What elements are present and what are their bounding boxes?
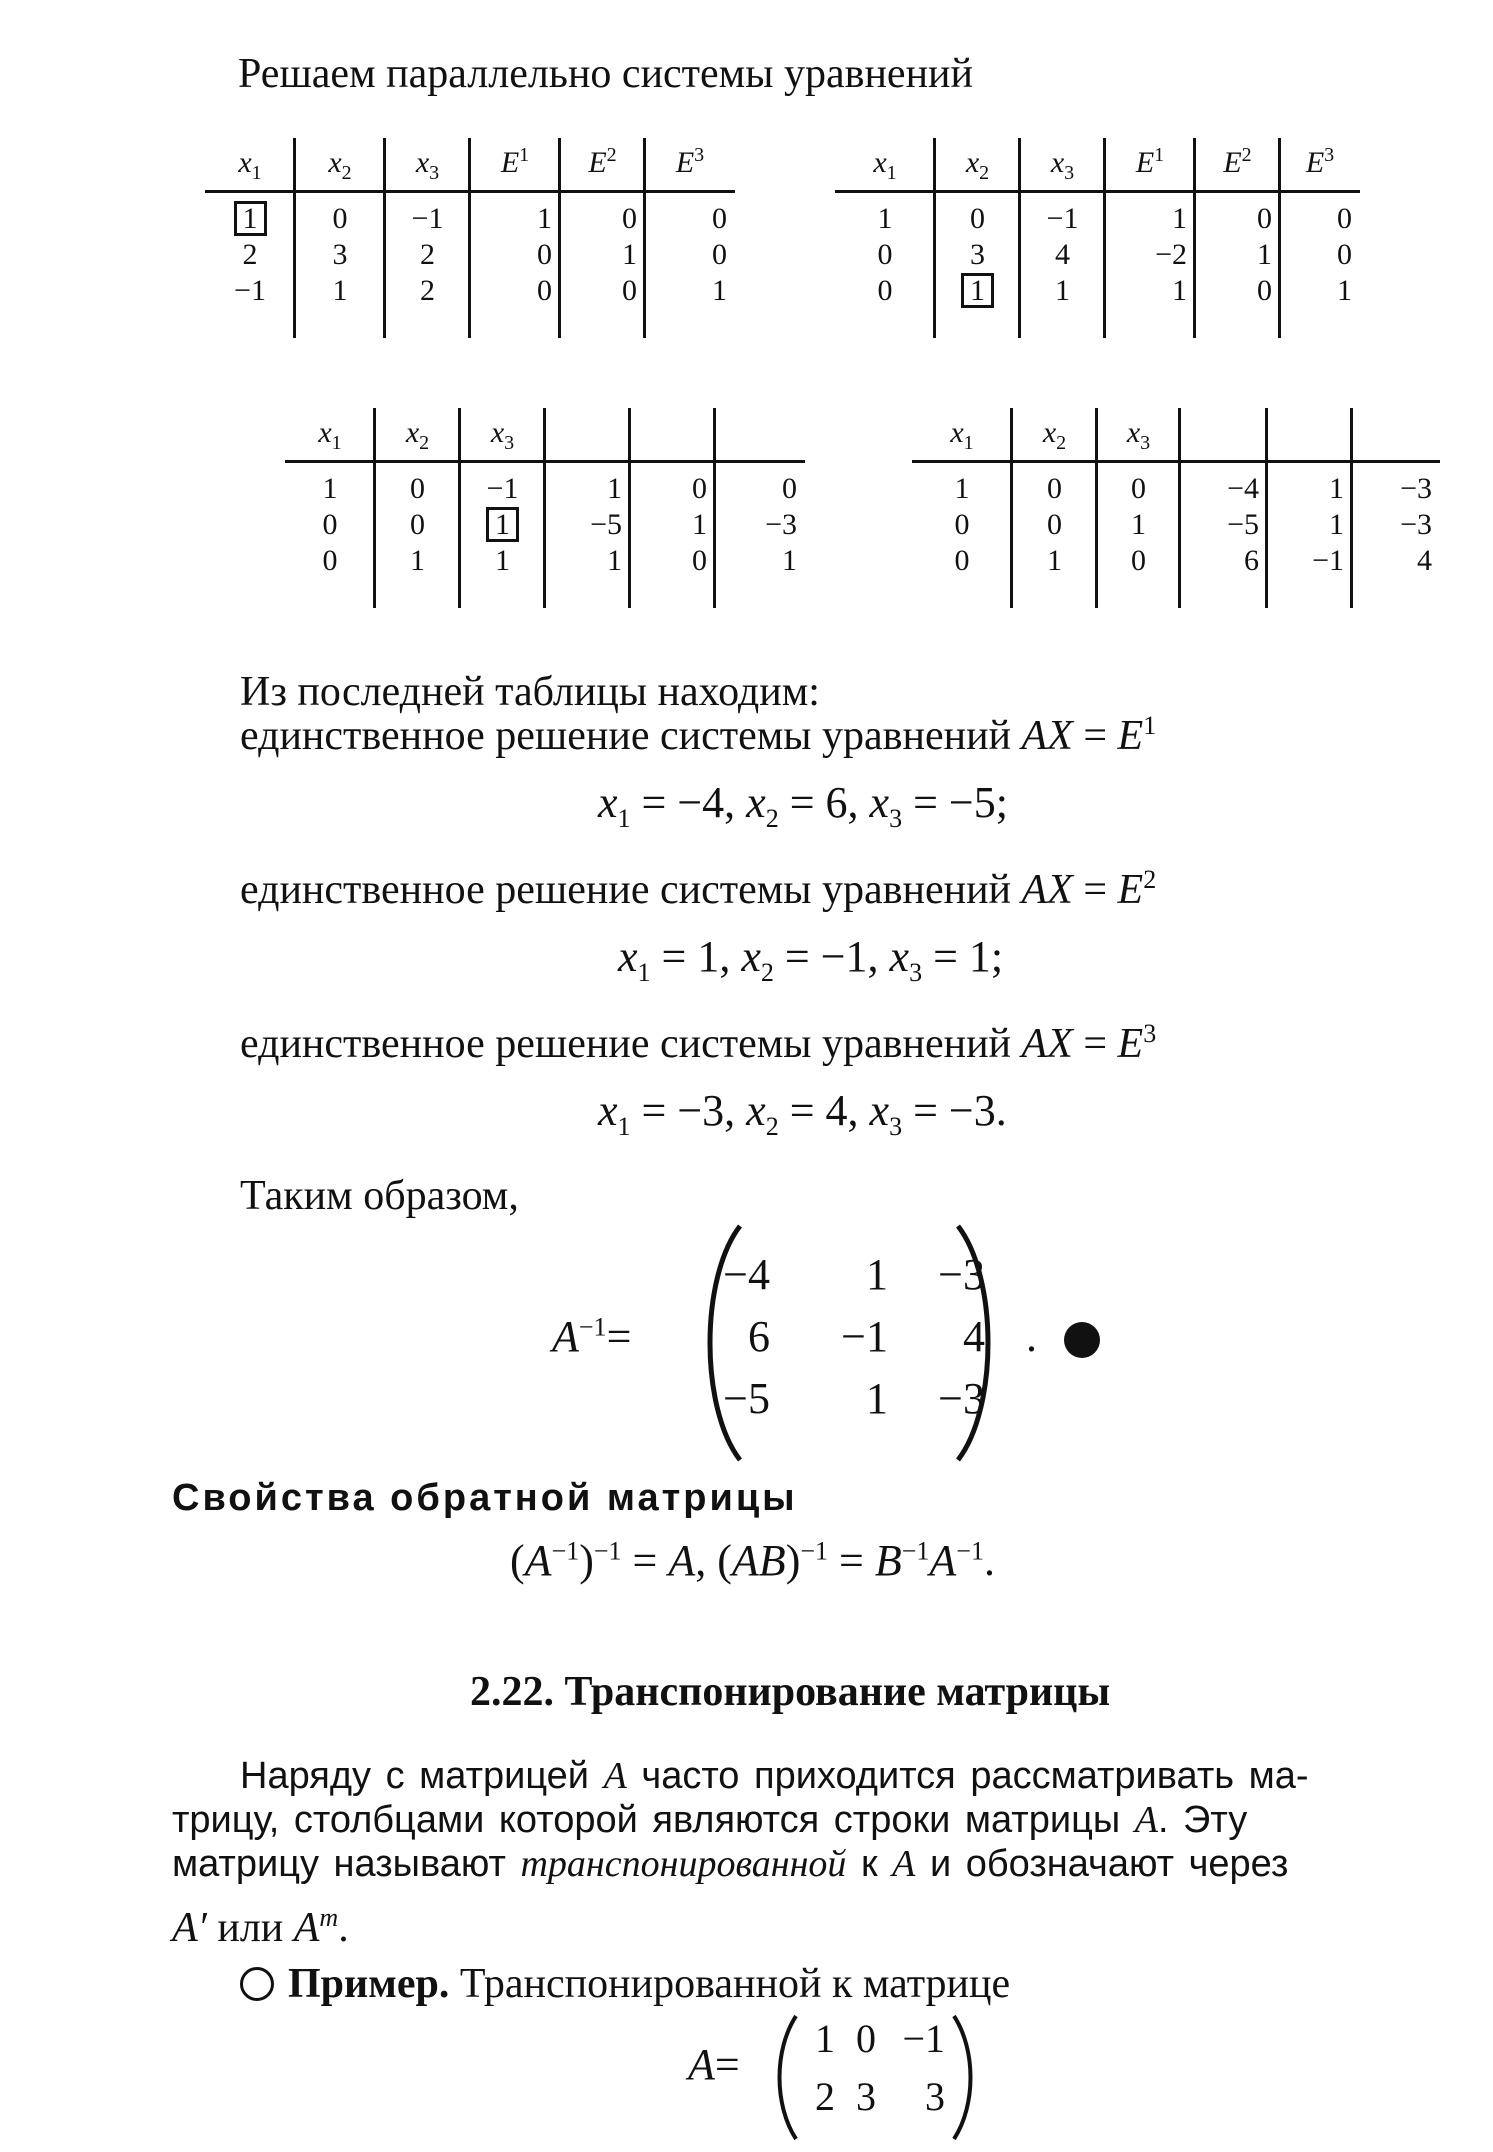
table-cell: 2 [242,238,258,271]
table-1 [205,138,735,338]
table-cell: 0 [970,202,985,235]
table-cell: 0 [877,238,893,271]
header-cell: $E^1$ [500,144,530,179]
inverse-label: $A^{-1}=$ [552,1312,632,1361]
matrix-entry: 1 [866,1374,888,1423]
matrix-entry: 4 [963,1312,985,1361]
table-cell: 1 [712,274,727,307]
matrix-entry: −3 [938,1374,985,1423]
table-cell: 0 [322,508,338,541]
properties-formula: $(A^{-1})^{-1} = A$, $(AB)^{-1} = B^{-1}A^{-1}$. [510,1536,995,1585]
header-cell: $x_3$ [490,416,515,454]
solution-3-values: $x_1 = -3$, $x_2 = 4$, $x_3 = -3$. [598,1086,1007,1141]
table-cell [943,274,1012,308]
header-cell: $x_2$ [328,146,352,184]
table-cell: −3 [1400,472,1432,505]
table-cell: 4 [1055,238,1070,271]
table-cell: 1 [332,274,348,307]
table-cell: 0 [954,508,970,541]
solution-2-values: $x_1 = 1$, $x_2 = -1$, $x_3 = 1$; [618,932,1004,987]
table-cell: 0 [1131,544,1146,577]
table-cell: 1 [692,508,707,541]
table-cell: 3 [970,238,985,271]
header-rule [912,460,1440,463]
header-cell: $x_2$ [405,416,430,454]
table-cell: 1 [782,544,797,577]
table-cell: 1 [495,544,510,577]
matrix-entry: −4 [723,1250,770,1299]
table-cell: 1 [1172,274,1187,307]
header-cell: $x_1$ [873,146,897,184]
table-4 [912,408,1440,608]
table-cell: −1 [234,274,266,307]
table-cell: 0 [410,472,425,505]
properties-heading: Свойства обратной матрицы [172,1477,798,1519]
table-cell: 0 [712,202,727,235]
section-heading: 2.22. Транспонирование матрицы [470,1669,1111,1715]
table-cell: 2 [420,238,435,271]
header-cell: $E^1$ [1135,144,1165,179]
table-cell: −1 [486,472,519,505]
header-cell: $x_1$ [318,416,342,454]
table-cell: 0 [692,544,707,577]
table-cell: 0 [1047,508,1062,541]
table-cell: 0 [712,238,727,271]
table-cell: 0 [332,202,348,235]
table-cell: 1 [607,544,622,577]
table-cell: 1 [322,472,338,505]
table-2 [835,138,1360,338]
table-cell: 0 [322,544,338,577]
table-cell: 1 [537,202,552,235]
header-cell: $E^2$ [588,144,617,179]
header-cell: $E^2$ [1223,144,1252,179]
matrix-entry: 1 [866,1250,888,1299]
table-cell: 0 [1257,202,1272,235]
pivot-cell: 1 [487,508,518,541]
solution-3-lead: единственное решение системы уравнений AX = $E^3$ [240,1019,1157,1067]
matrix-entry: 0 [856,2016,876,2061]
header-cell: $x_1$ [238,146,262,184]
table-cell: 4 [1417,544,1432,577]
column-rule [1265,408,1268,608]
solution-1-values: $x_1 = -4$, $x_2 = 6$, $x_3 = -5$; [598,778,1008,833]
table-cell: 1 [1047,544,1062,577]
table-cell: −3 [1400,508,1432,541]
pivot-cell: 1 [962,274,993,307]
header-rule [835,190,1360,193]
table-cell: 0 [537,238,552,271]
table-cell: 0 [537,274,552,307]
table-cell: 0 [1257,274,1272,307]
header-cell: $x_3$ [415,146,440,184]
paragraph-line-4: A′ или $A^т$. [172,1903,349,1951]
period: . [1026,1312,1037,1361]
table-cell: 0 [877,274,893,307]
matrix-A-label: A= [688,2040,740,2089]
table-cell: −1 [1046,202,1079,235]
table-3 [285,408,805,608]
table-cell: 1 [1329,472,1344,505]
example-line: Пример. Транспонированной к матрице [240,1960,1010,2008]
table-cell: 0 [1131,472,1146,505]
from-last-text: Из последней таблицы находим: [240,669,820,715]
table-cell: 1 [607,472,622,505]
thus-text: Таким образом, [240,1173,519,1219]
table-cell: 1 [1172,202,1187,235]
matrix-entry: −5 [723,1374,770,1423]
header-cell: $x_2$ [1042,416,1067,454]
table-cell: 1 [1131,508,1146,541]
matrix-entry: 6 [748,1312,770,1361]
table-cell: 1 [954,472,970,505]
matrix-entry: −1 [902,2016,945,2061]
table-cell: −2 [1155,238,1187,271]
table-cell: 0 [1047,472,1062,505]
matrix-entry: −3 [938,1250,985,1299]
column-rule [713,408,716,608]
table-cell: 0 [692,472,707,505]
solution-2-lead: единственное решение системы уравнений AX = $E^2$ [240,865,1157,913]
matrix-entry: −1 [841,1312,888,1361]
column-rule [628,408,631,608]
table-cell: −4 [1227,472,1259,505]
end-of-proof-dot [1064,1322,1100,1358]
table-cell: 0 [622,202,637,235]
paragraph-line-1: Наряду с матрицей A часто приходится рассматривать ма- [240,1755,1309,1797]
intro-text: Решаем параллельно системы уравнений [238,51,973,97]
header-cell: $E^3$ [675,144,705,179]
table-cell: 1 [1055,274,1070,307]
table-cell: 3 [332,238,348,271]
matrix-entry: 2 [815,2074,835,2119]
table-cell: 2 [420,274,435,307]
pivot-cell: 1 [235,202,266,235]
table-cell: 1 [410,544,425,577]
table-cell: 0 [782,472,797,505]
table-cell: 1 [622,238,637,271]
table-cell: −5 [590,508,622,541]
header-cell: $x_3$ [1050,146,1075,184]
header-cell: $E^3$ [1305,144,1335,179]
table-cell: 1 [1257,238,1272,271]
table-cell: 1 [877,202,893,235]
header-cell: $x_3$ [1126,416,1151,454]
table-cell: 6 [1244,544,1259,577]
header-cell: $x_2$ [965,146,990,184]
column-rule [1350,408,1353,608]
table-cell: 0 [954,544,970,577]
table-cell: 0 [622,274,637,307]
example-circle-icon [240,1967,274,2001]
table-cell: 1 [1329,508,1344,541]
matrix-entry: 3 [925,2074,945,2119]
paragraph-line-2: трицу, столбцами которой являются строки матрицы A. Эту [172,1799,1248,1841]
table-cell [213,202,287,236]
table-cell: 1 [1337,274,1352,307]
table-cell: −3 [765,508,797,541]
table-cell: 0 [410,508,425,541]
table-cell [468,508,537,542]
table-cell: −1 [411,202,444,235]
matrix-entry: 1 [815,2016,835,2061]
matrix-entry: 3 [856,2074,876,2119]
table-cell: 0 [1337,238,1352,271]
solution-1-lead: единственное решение системы уравнений AX = $E^1$ [240,711,1157,759]
paragraph-line-3: матрицу называют транспонированной к A и обозначают через [172,1843,1289,1885]
table-cell: 0 [1337,202,1352,235]
table-cell: −1 [1312,544,1344,577]
header-cell: $x_1$ [950,416,974,454]
table-cell: −5 [1227,508,1259,541]
